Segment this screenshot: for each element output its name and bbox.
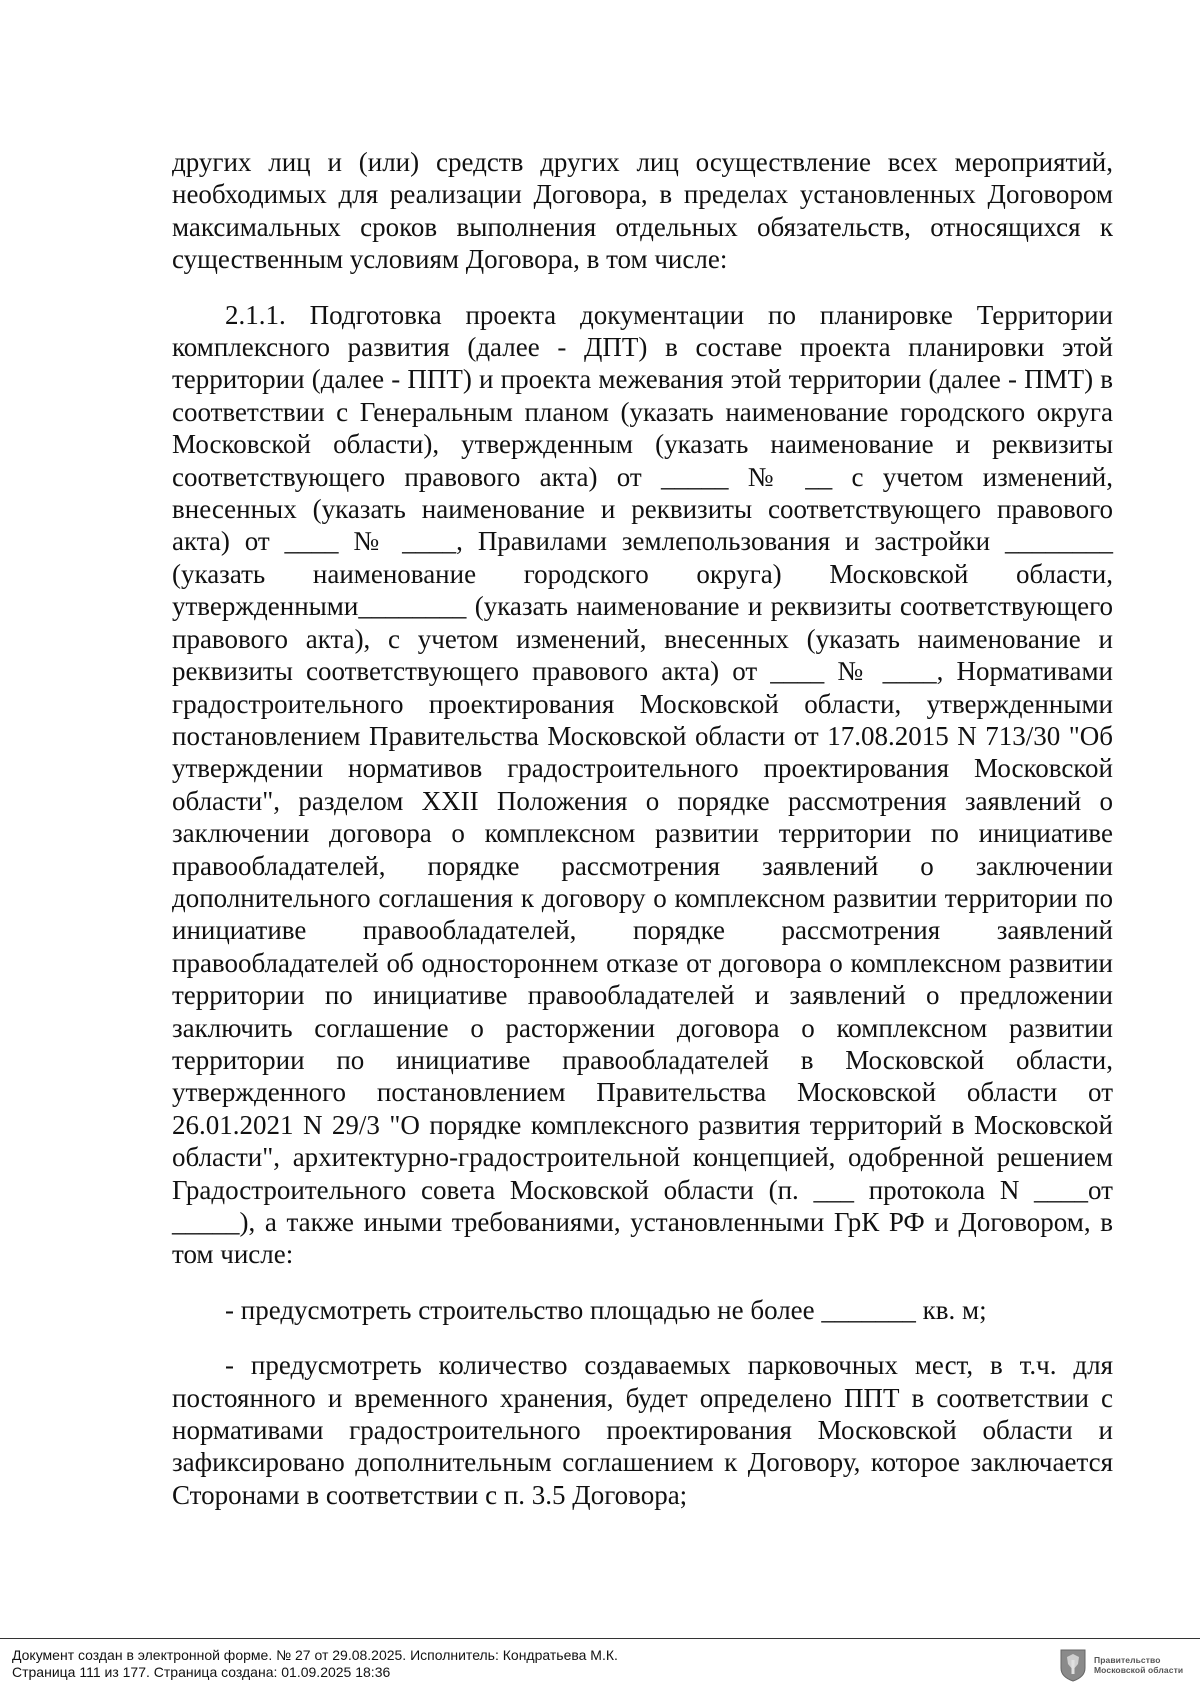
footer-document-info: Документ создан в электронной форме. № 27 от 29.08.2025. Исполнитель: Кондратьева М.К. [12,1647,618,1663]
paragraph-area-requirement: - предусмотреть строительство площадью не более _______ кв. м; [225,1294,987,1325]
logo-line-2: Московской области [1094,1665,1184,1675]
government-logo-caption [1094,1655,1183,1675]
document-body [172,146,1113,1511]
footer-info [12,1647,618,1681]
government-logo [1059,1645,1195,1685]
coat-of-arms-icon [1059,1648,1087,1682]
page-footer [0,1638,1200,1699]
footer-page-info: Страница 111 из 177. Страница создана: 01.09.2025 18:36 [12,1664,391,1680]
logo-line-1: Правительство [1094,1655,1161,1665]
paragraph-continuation: других лиц и (или) средств других лиц осуществление всех мероприятий, необходимых для реализации Договора, в пределах установленных Договором максимальных сроков выполнения отдельных обязательств, относящихся к существенным условиям Договора, в том числе: [172,147,1113,275]
paragraph-2-1-1: 2.1.1. Подготовка проекта документации по планировке Территории комплексного развития (далее - ДПТ) в составе проекта планировки этой территории (далее - ППТ) и проекта межевания этой территории (далее - ПМТ) в соответствии с Генеральным планом (указать наименование городского округа Московской области), утвержденным (указать наименование и реквизиты соответствующего правового акта) от _____ № __ с учетом изменений, внесенных (указать наименование и реквизиты соответствующего правового акта) от ____ № ____, Правилами землепользования и застройки ________ (указать наименование городского округа) Московской области, утвержденными________ (указать наименование и реквизиты соответствующего правового акта), с учетом изменений, внесенных (указать наименование и реквизиты соответствующего правового акта) от ____ № ____, Нормативами градостроительного проектирования Московской области, утвержденными постановлением Правительства Московской области от 17.08.2015 N 713/30 "Об утверждении нормативов градостроительного проектирования Московской области", разделом XXII Положения о порядке рассмотрения заявлений о заключении договора о комплексном развитии территории по инициативе правообладателей, порядке рассмотрения заявлений о заключении дополнительного соглашения к договору о комплексном развитии территории по инициативе правообладателей, порядке рассмотрения заявлений правообладателей об одностороннем отказе от договора о комплексном развитии территории по инициативе правообладателей и заявлений о предложении заключить соглашение о расторжении договора о комплексном развитии территории по инициативе правообладателей в Московской области, утвержденного постановлением Правительства Московской области от 26.01.2021 N 29/3 "О порядке комплексного развития территорий в Московской области", архитектурно-градостроительной концепцией, одобренной решением Градостроительного совета Московской области (п. ___ протокола N ____от _____), а также иными требованиями, установленными ГрК РФ и Договором, в том числе: [172,299,1113,1270]
paragraph-parking-requirement: - предусмотреть количество создаваемых парковочных мест, в т.ч. для постоянного и временного хранения, будет определено ППТ в соответствии с нормативами градостроительного проектирования Московской области и зафиксировано дополнительным соглашением к Договору, которое заключается Сторонами в соответствии с п. 3.5 Договора; [172,1350,1113,1510]
